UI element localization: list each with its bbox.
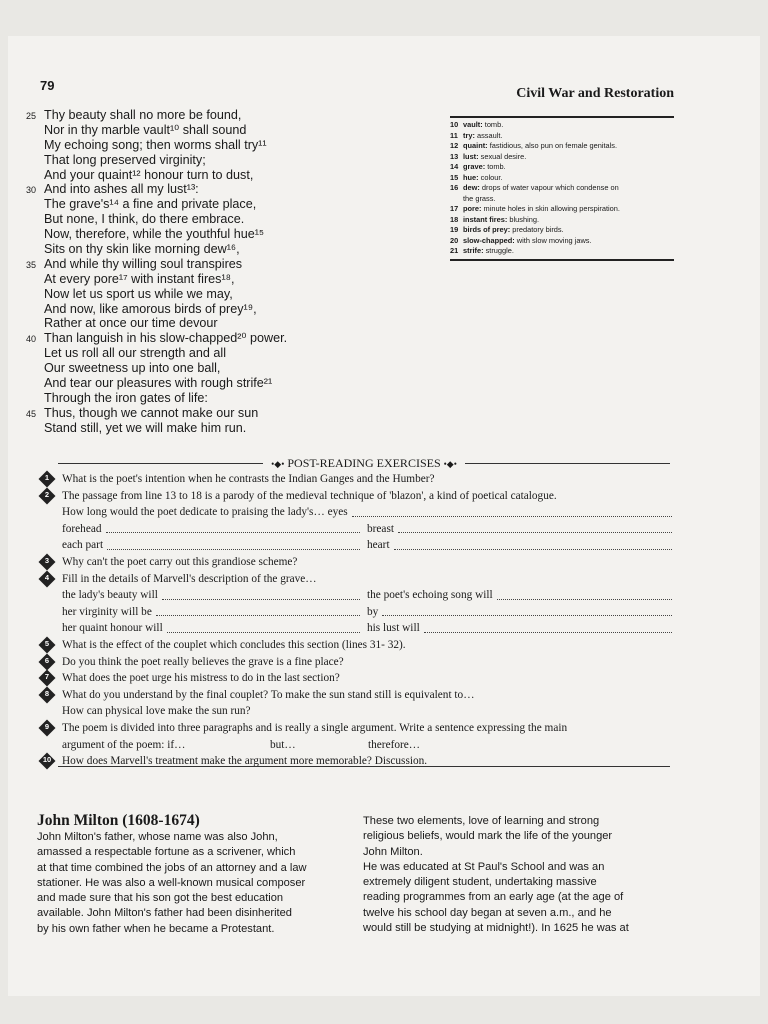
- fill-line: forehead breast: [42, 521, 674, 538]
- glossary-term: pore:: [463, 204, 482, 213]
- poem-line-text: Thy beauty shall no more be found,: [44, 108, 242, 122]
- fill-line: each part heart: [42, 537, 674, 554]
- exercise-1: 1 What is the poet's intention when he contrasts the Indian Ganges and the Humber?: [42, 471, 674, 488]
- glossary-number: 10: [450, 120, 459, 129]
- glossary-number: 19: [450, 225, 459, 234]
- poem-line: [44, 421, 424, 436]
- biography-right-column: [363, 814, 673, 936]
- poem-line-text: Nor in thy marble vault¹⁰ shall sound: [44, 122, 247, 137]
- poem-line-text: Than languish in his slow-chapped²⁰ power.: [44, 331, 288, 346]
- poem-line-text: Now let us sport us while we may,: [44, 286, 233, 301]
- glossary-number: 13: [450, 151, 459, 161]
- number-badge-icon: 8: [39, 686, 56, 703]
- glossary-item: [450, 194, 674, 205]
- number-badge-icon: 5: [39, 636, 56, 653]
- ornament-icon: •◆•: [443, 458, 457, 469]
- number-badge-icon: 6: [39, 653, 56, 670]
- exercise-8: 8 What do you understand by the final couplet? To make the sun stand still is equivalent to…: [42, 687, 674, 704]
- poem-line: [44, 272, 424, 287]
- glossary-item: [450, 131, 674, 142]
- glossary-term: birds of prey:: [463, 225, 511, 234]
- poem-line-text: At every pore¹⁷ with instant fires¹⁸,: [44, 271, 235, 286]
- poem-line: [44, 346, 424, 361]
- glossary-item: [450, 141, 674, 152]
- biography-line: John Milton.: [363, 845, 423, 858]
- glossary-term: slow-chapped:: [463, 235, 515, 245]
- number-badge-icon: 10: [39, 753, 56, 770]
- poem-line: [44, 153, 424, 168]
- poem-line-text: And now, like amorous birds of prey¹⁹,: [44, 301, 257, 316]
- glossary-definition: blushing.: [507, 214, 539, 224]
- poem-line: [44, 361, 424, 376]
- glossary-definition: fastidious, also pun on female genitals.: [487, 141, 618, 150]
- biography-line: by his own father when he became a Protestant.: [37, 922, 275, 935]
- glossary-term: lust:: [463, 151, 479, 161]
- glossary-definition: predatory birds.: [510, 225, 564, 234]
- biography-left-column: [37, 830, 347, 937]
- heading-rule-left: [58, 463, 263, 464]
- exercise-2: 2 The passage from line 13 to 18 is a parody of the medieval technique of 'blazon', a kind of poetical catalogue.: [42, 488, 674, 505]
- biography-line: available. John Milton's father had been disinherited: [37, 907, 292, 920]
- poem-line-text: And your quaint¹² honour turn to dust,: [44, 167, 254, 182]
- fill-line: her virginity will be by: [42, 604, 674, 621]
- poem-line-text: And tear our pleasures with rough strife²¹: [44, 376, 273, 391]
- glossary-number: 16: [450, 183, 459, 192]
- answer-blank[interactable]: [156, 604, 360, 617]
- glossary-number: 12: [450, 141, 459, 150]
- poem-line-text: And while thy willing soul transpires: [44, 256, 243, 271]
- glossary-term: instant fires:: [463, 214, 508, 224]
- biography-line: would still be studying at midnight!). In 1625 he was at: [363, 922, 629, 935]
- number-badge-icon: 7: [39, 670, 56, 687]
- exercises-title: POST-READING EXERCISES: [287, 455, 441, 470]
- glossary-number: [450, 194, 463, 205]
- exercise-9: 9 The poem is divided into three paragraphs and is really a single argument. Write a sentence expressing the main: [42, 720, 674, 737]
- fill-line: her quaint honour will his lust will: [42, 620, 674, 637]
- biography-line: reading programmes from an early age (at the age of: [363, 891, 624, 904]
- answer-blank[interactable]: [497, 587, 672, 600]
- ornament-icon: •◆•: [271, 458, 285, 469]
- biography-line: stationer. He was also a well-known musical composer: [37, 876, 306, 889]
- line-number: 40: [26, 334, 37, 345]
- glossary-item: [450, 152, 674, 163]
- glossary-number: 15: [450, 172, 459, 182]
- glossary-item: [450, 246, 674, 257]
- glossary-number: 17: [450, 204, 459, 213]
- poem-line: [44, 138, 424, 153]
- glossary-definition: tomb.: [485, 162, 506, 171]
- poem-line: [44, 168, 424, 183]
- glossary-term: quaint:: [463, 141, 488, 150]
- glossary-item: [450, 236, 674, 247]
- glossary-number: 14: [450, 162, 459, 171]
- exercise-list: [42, 471, 674, 770]
- glossary-item: [450, 120, 674, 131]
- biography-title: John Milton (1608-1674): [37, 812, 200, 829]
- poem-line: [26, 405, 424, 421]
- glossary-definition: drops of water vapour which condense on: [479, 183, 619, 192]
- poem-line: [44, 197, 424, 212]
- glossary-term: strife:: [463, 246, 484, 255]
- exercise-7: 7 What does the poet urge his mistress to do in the last section?: [42, 670, 674, 687]
- glossary-item: [450, 162, 674, 173]
- poem-line: [44, 316, 424, 331]
- glossary-definition: tomb.: [482, 120, 504, 129]
- poem-line: [44, 212, 424, 227]
- fill-line: How long would the poet dedicate to praising the lady's… eyes: [42, 504, 674, 521]
- poem-line: [44, 123, 424, 138]
- poem-line-text: Sits on thy skin like morning dew¹⁶,: [44, 242, 240, 257]
- glossary-item: [450, 183, 674, 194]
- poem-line: [44, 302, 424, 317]
- poem-line-text: Let us roll all our strength and all: [44, 346, 227, 361]
- biography-line: These two elements, love of learning and strong: [363, 815, 600, 827]
- poem-line: [26, 331, 424, 346]
- page-number: 79: [40, 78, 55, 93]
- glossary-definition: minute holes in skin allowing perspiration.: [481, 204, 620, 213]
- answer-blank[interactable]: [162, 587, 360, 600]
- exercise-3: 3 Why can't the poet carry out this grandiose scheme?: [42, 554, 674, 571]
- poem-line-text: Thus, though we cannot make our sun: [44, 405, 259, 420]
- number-badge-icon: 4: [39, 570, 56, 587]
- biography-line: religious beliefs, would mark the life of the younger: [363, 830, 613, 843]
- glossary-definition: with slow moving jaws.: [514, 235, 592, 245]
- poem-line-text: But none, I think, do there embrace.: [44, 212, 245, 227]
- glossary-term: hue:: [463, 172, 479, 182]
- poem-line: [44, 227, 424, 242]
- biography-line: amassed a respectable fortune as a scrivener, which: [37, 846, 296, 859]
- glossary-definition: struggle.: [483, 246, 514, 255]
- number-badge-icon: 1: [39, 471, 56, 488]
- poem-excerpt: [26, 108, 424, 436]
- glossary-term: dew:: [463, 183, 480, 192]
- answer-blank[interactable]: [382, 604, 672, 617]
- exercise-5: 5 What is the effect of the couplet which concludes this section (lines 31- 32).: [42, 637, 674, 654]
- number-badge-icon: 9: [39, 719, 56, 736]
- biography-line: at that time combined the jobs of an attorney and a law: [37, 861, 307, 874]
- glossary-item: [450, 225, 674, 236]
- answer-blank[interactable]: [106, 521, 360, 534]
- glossary-number: 11: [450, 130, 458, 140]
- answer-blank[interactable]: [398, 521, 672, 534]
- poem-line-text: Our sweetness up into one ball,: [44, 361, 221, 376]
- exercises-heading: [58, 455, 670, 471]
- glossary-definition: the grass.: [463, 193, 496, 203]
- poem-line-text: And into ashes all my lust¹³:: [44, 182, 199, 197]
- exercise-9-cont: argument of the poem: if… but… therefore…: [62, 738, 421, 751]
- glossary-definition: assault.: [474, 130, 503, 140]
- answer-blank[interactable]: [424, 620, 672, 633]
- line-number: 25: [26, 111, 37, 121]
- biography-line: extremely diligent student, undertaking massive: [363, 876, 597, 889]
- glossary-definition: sexual desire.: [478, 151, 527, 161]
- running-head: Civil War and Restoration: [516, 86, 674, 101]
- poem-line-text: Rather at once our time devour: [44, 316, 218, 331]
- exercise-4: 4 Fill in the details of Marvell's description of the grave…: [42, 571, 674, 588]
- number-badge-icon: 3: [39, 553, 56, 570]
- glossary-number: 20: [450, 235, 459, 245]
- glossary-definition: colour.: [478, 172, 503, 182]
- glossary-item: [450, 204, 674, 215]
- answer-blank[interactable]: [167, 620, 360, 633]
- glossary-term: vault:: [463, 120, 483, 129]
- line-number: 45: [26, 408, 37, 419]
- answer-blank[interactable]: [107, 537, 360, 550]
- poem-line-text: Through the iron gates of life:: [44, 390, 208, 405]
- glossary-number: 21: [450, 246, 459, 255]
- poem-line: [26, 256, 424, 272]
- poem-line: [44, 287, 424, 302]
- biography-line: and made sure that his son got the best education: [37, 892, 284, 905]
- heading-rule-right: [465, 463, 670, 464]
- biography-line: He was educated at St Paul's School and was an: [363, 860, 605, 873]
- glossary-number: 18: [450, 214, 459, 224]
- exercise-8-cont: How can physical love make the sun run?: [62, 705, 251, 718]
- exercise-10: 10 How does Marvell's treatment make the argument more memorable? Discussion.: [42, 753, 674, 770]
- poem-line: [44, 391, 424, 406]
- biography-line: John Milton's father, whose name was also John,: [37, 831, 278, 843]
- glossary-item: [450, 173, 674, 184]
- poem-line-text: Now, therefore, while the youthful hue¹⁵: [44, 227, 265, 242]
- exercise-6: 6 Do you think the poet really believes the grave is a fine place?: [42, 654, 674, 671]
- line-number: 30: [26, 185, 37, 196]
- number-badge-icon: 2: [39, 487, 56, 504]
- poem-line: [44, 376, 424, 391]
- poem-line: [26, 182, 424, 197]
- answer-blank[interactable]: [394, 537, 672, 550]
- section-divider: [58, 766, 670, 767]
- poem-line: [26, 108, 424, 123]
- poem-line-text: That long preserved virginity;: [44, 152, 206, 167]
- poem-line-text: Stand still, yet we will make him run.: [44, 420, 247, 435]
- poem-line-text: My echoing song; then worms shall try¹¹: [44, 137, 267, 152]
- glossary-term: grave:: [463, 162, 486, 171]
- poem-line-text: The grave's¹⁴ a fine and private place,: [44, 197, 257, 212]
- answer-blank[interactable]: [352, 504, 672, 517]
- poem-line: [44, 242, 424, 257]
- fill-line: the lady's beauty will the poet's echoing song will: [42, 587, 674, 604]
- glossary-term: try:: [463, 130, 475, 140]
- line-number: 35: [26, 259, 37, 270]
- biography-line: twelve his school day began at seven a.m., and he: [363, 906, 612, 919]
- glossary-box: [450, 116, 674, 261]
- glossary-item: [450, 215, 674, 226]
